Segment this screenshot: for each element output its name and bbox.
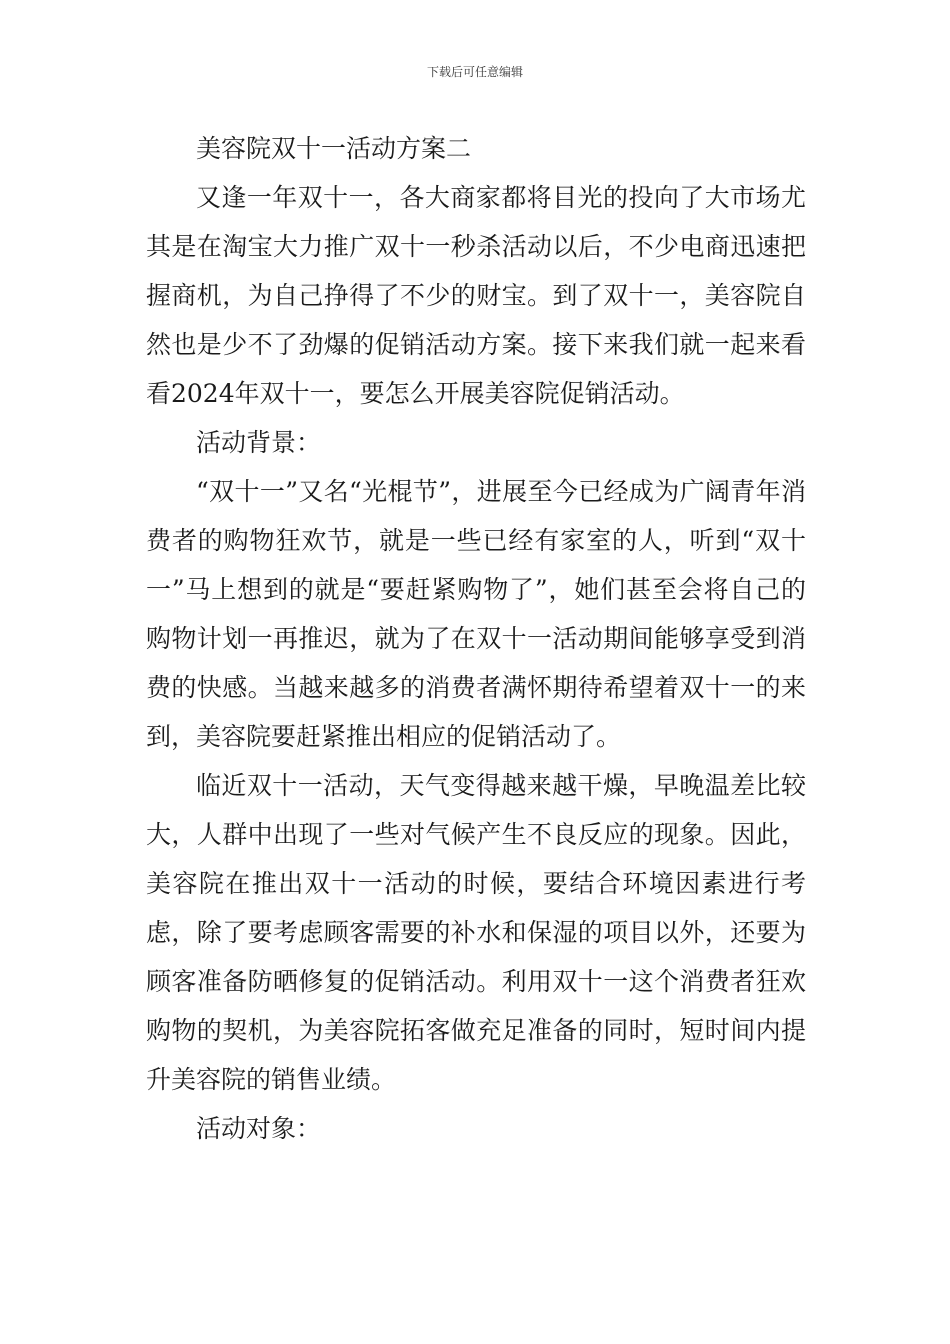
document-title: 美容院双十一活动方案二 (196, 134, 472, 163)
paragraph-intro: 又逢一年双十一，各大商家都将目光的投向了大市场尤其是在淘宝大力推广双十一秒杀活动以后，不少电商迅速把握商机，为自己挣得了不少的财宝。到了双十一，美容院自然也是少不了劲爆的促销活动方案。接下来我们就一起来看看2024年双十一，要怎么开展美容院促销活动。 (146, 183, 806, 408)
paragraph-climate: 临近双十一活动，天气变得越来越干燥，早晚温差比较大，人群中出现了一些对气候产生不良反应的现象。因此，美容院在推出双十一活动的时候，要结合环境因素进行考虑，除了要考虑顾客需要的补水和保湿的项目以外，还要为顾客准备防晒修复的促销活动。利用双十一这个消费者狂欢购物的契机，为美容院拓客做充足准备的同时，短时间内提升美容院的销售业绩。 (146, 771, 806, 1094)
page-header-note: 下载后可任意编辑 (426, 65, 523, 79)
section-heading-target: 活动对象： (196, 1114, 322, 1143)
paragraph-background: “双十一”又名“光棍节”，进展至今已经成为广阔青年消费者的购物狂欢节，就是一些已经有家室的人，听到“双十一”马上想到的就是“要赶紧购物了”，她们甚至会将自己的购物计划一再推迟，就为了在双十一活动期间能够享受到消费的快感。当越来越多的消费者满怀期待希望着双十一的来到，美容院要赶紧推出相应的促销活动了。 (146, 477, 806, 751)
document-body (146, 124, 806, 1153)
section-heading-background: 活动背景： (196, 428, 322, 457)
